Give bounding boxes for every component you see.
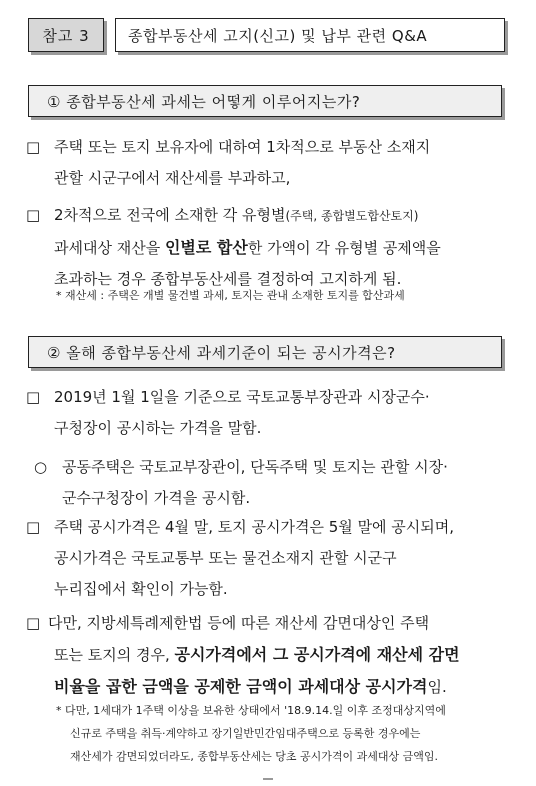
- q2-paragraph-3: [26, 512, 518, 605]
- q1-p2-line-1: [26, 200, 518, 232]
- square-bullet-icon: □: [26, 388, 41, 406]
- q1-p1-line-2: 관할 시군구에서 재산세를 부과하고,: [54, 169, 291, 187]
- question-1-title: ① 종합부동산세 과세는 어떻게 이루어지는가?: [47, 92, 361, 111]
- q2-p4-line-1: 다만, 지방세특례제한법 등에 따른 재산세 감면대상인 주택: [48, 614, 430, 632]
- circle-bullet-icon: ○: [34, 458, 48, 476]
- q2-p3-line-2: 공시가격은 국토교통부 또는 물건소재지 관할 시군구: [54, 549, 397, 567]
- q2-footnote-line-2: 신규로 주택을 취득·계약하고 장기일반민간임대주택으로 등록한 경우에는: [70, 727, 421, 740]
- q2-p3-line-1: 주택 공시가격은 4월 말, 토지 공시가격은 5월 말에 공시되며,: [54, 518, 455, 536]
- q2-paragraph-4: [26, 608, 518, 703]
- square-bullet-icon: □: [26, 614, 41, 632]
- q2-paragraph-2: [34, 452, 526, 514]
- q2-footnote-line-1: * 다만, 1세대가 1주택 이상을 보유한 상태에서 '18.9.14.일 이후 조정대상지역에: [56, 704, 446, 717]
- q2-paragraph-1: [26, 382, 518, 444]
- q2-p1-line-1: 2019년 1월 1일을 기준으로 국토교통부장관과 시장군수·: [54, 388, 430, 406]
- q2-footnote-line-3: 재산세가 감면되었더라도, 종합부동산세는 당초 공시가격이 과세대상 금액임.: [70, 750, 439, 763]
- q1-p2-line-2-a: 과세대상 재산을: [54, 239, 165, 257]
- q1-p2-line-3: 초과하는 경우 종합부동산세를 결정하여 고지하게 됨.: [54, 270, 402, 288]
- square-bullet-icon: □: [26, 206, 41, 224]
- q2-p4-line-3: [26, 671, 518, 703]
- q1-p2-line-1-paren: (주택, 종합별도합산토지): [285, 209, 419, 223]
- q2-p2-line-1: 공동주택은 국토교부장관이, 단독주택 및 토지는 관할 시장·: [62, 458, 448, 476]
- q1-paragraph-1: [26, 132, 518, 194]
- q2-p4-line-2-emphasis: 공시가격에서 그 공시가격에 재산세 감면: [174, 645, 460, 664]
- q1-p2-line-2: [26, 232, 518, 264]
- q1-footnote: * 재산세 : 주택은 개별 물건별 과세, 토지는 관내 소재한 토지를 합산과세: [56, 289, 405, 302]
- q2-p2-line-2: 군수구청장이 가격을 공시함.: [62, 489, 251, 507]
- q2-p4-line-2: [26, 639, 518, 671]
- square-bullet-icon: □: [26, 518, 41, 536]
- q1-p2-line-1-main: 2차적으로 전국에 소재한 각 유형별: [54, 206, 286, 224]
- question-2-box: [28, 336, 502, 368]
- q2-p4-line-3-emphasis: 비율을 곱한 금액을 공제한 금액이 과세대상 공시가격: [54, 677, 428, 696]
- q1-paragraph-2: [26, 200, 518, 295]
- q1-p2-line-2-c: 한 가액이 각 유형별 공제액을: [247, 239, 441, 257]
- page-title: [115, 18, 505, 52]
- reference-tag-text: 참고 3: [42, 26, 90, 45]
- reference-tag: [28, 18, 104, 52]
- q2-p4-line-3-b: 임.: [427, 678, 447, 696]
- page-number-fragment: [263, 778, 273, 780]
- question-1-box: [28, 85, 502, 117]
- question-2-title: ② 올해 종합부동산세 과세기준이 되는 공시가격은?: [47, 343, 396, 362]
- q2-p4-line-2-a: 또는 토지의 경우,: [54, 646, 175, 664]
- q1-p2-line-2-emphasis: 인별로 합산: [164, 238, 248, 257]
- square-bullet-icon: □: [26, 138, 41, 156]
- q2-p3-line-3: 누리집에서 확인이 가능함.: [54, 580, 228, 598]
- page-title-text: 종합부동산세 고지(신고) 및 납부 관련 Q&A: [128, 26, 428, 45]
- q2-p1-line-2: 구청장이 공시하는 가격을 말함.: [54, 419, 262, 437]
- q1-p1-line-1: 주택 또는 토지 보유자에 대하여 1차적으로 부동산 소재지: [54, 138, 431, 156]
